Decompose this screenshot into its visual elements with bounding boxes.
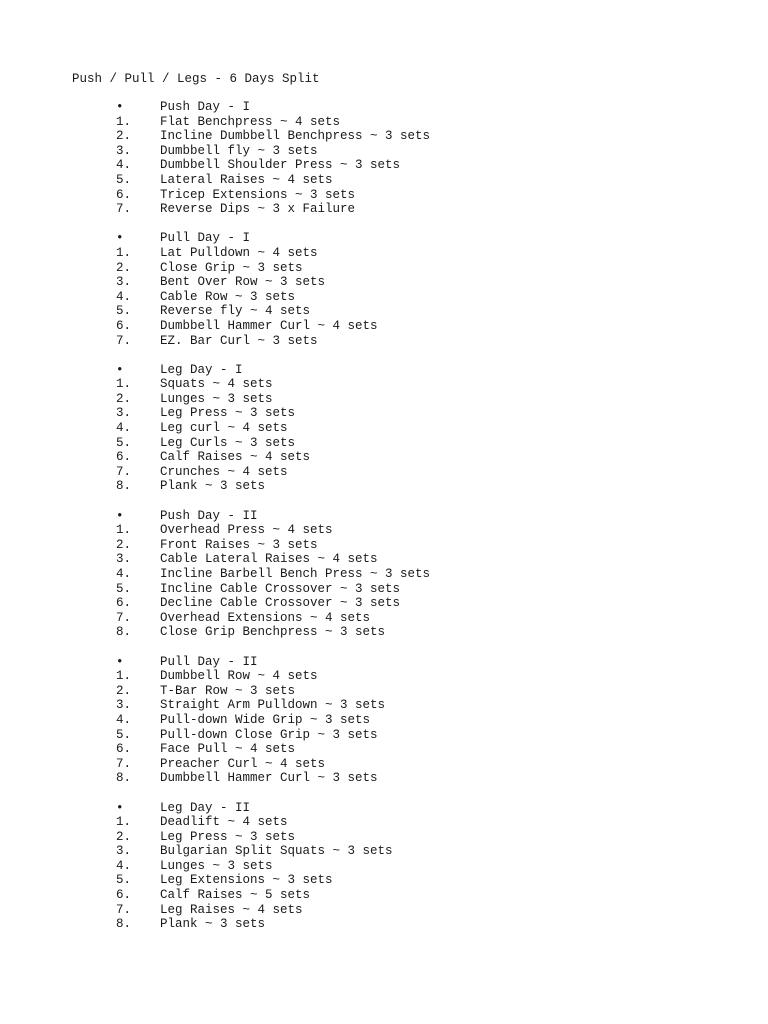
item-number: 5.	[116, 435, 132, 450]
item-number: 1.	[116, 523, 132, 538]
item-number: 6.	[116, 318, 132, 333]
section-heading: Pull Day - I	[160, 231, 251, 246]
exercise-item	[0, 436, 768, 451]
exercise-item	[0, 538, 768, 553]
exercise-item	[0, 684, 768, 699]
exercise-item	[0, 275, 768, 290]
workout-section	[0, 231, 768, 348]
item-number: 4.	[116, 421, 132, 436]
exercise-text: Overhead Press ~ 4 sets	[160, 523, 333, 538]
exercise-text: Leg Raises ~ 4 sets	[160, 902, 303, 917]
exercise-item	[0, 698, 768, 713]
section-heading: Push Day - I	[160, 100, 251, 114]
item-number: 3.	[116, 143, 132, 158]
exercise-text: Overhead Extensions ~ 4 sets	[160, 610, 371, 625]
exercise-text: Preacher Curl ~ 4 sets	[160, 756, 326, 771]
item-number: 1.	[116, 815, 132, 830]
exercise-text: Crunches ~ 4 sets	[160, 464, 288, 479]
exercise-item	[0, 479, 768, 494]
item-number: 3.	[116, 844, 132, 859]
section-heading-line	[0, 509, 768, 524]
item-number: 3.	[116, 552, 132, 567]
item-number: 2.	[116, 537, 132, 552]
exercise-text: Leg Press ~ 3 sets	[160, 406, 296, 421]
exercise-item	[0, 144, 768, 159]
exercise-item	[0, 450, 768, 465]
bullet-marker: •	[116, 231, 124, 246]
exercise-item	[0, 188, 768, 203]
item-number: 1.	[116, 245, 132, 260]
exercise-item	[0, 873, 768, 888]
exercise-item	[0, 888, 768, 903]
exercise-text: Leg Extensions ~ 3 sets	[160, 873, 333, 888]
item-number: 4.	[116, 289, 132, 304]
exercise-text: Face Pull ~ 4 sets	[160, 742, 296, 757]
exercise-item	[0, 202, 768, 217]
exercise-text: Calf Raises ~ 5 sets	[160, 888, 311, 903]
exercise-text: T-Bar Row ~ 3 sets	[160, 683, 296, 698]
exercise-item	[0, 815, 768, 830]
exercise-text: Bulgarian Split Squats ~ 3 sets	[160, 844, 393, 859]
item-number: 2.	[116, 829, 132, 844]
exercise-item	[0, 669, 768, 684]
exercise-item	[0, 246, 768, 261]
section-heading-line	[0, 100, 768, 115]
exercise-item	[0, 158, 768, 173]
item-number: 6.	[116, 450, 132, 465]
item-number: 8.	[116, 625, 132, 640]
item-number: 8.	[116, 479, 132, 494]
exercise-item	[0, 596, 768, 611]
exercise-item	[0, 334, 768, 349]
bullet-marker: •	[116, 362, 124, 377]
item-number: 2.	[116, 683, 132, 698]
bullet-marker: •	[116, 508, 124, 523]
exercise-item	[0, 523, 768, 538]
exercise-item	[0, 377, 768, 392]
exercise-item	[0, 173, 768, 188]
item-number: 6.	[116, 187, 132, 202]
section-heading-line	[0, 231, 768, 246]
item-number: 6.	[116, 596, 132, 611]
workout-sections	[0, 100, 768, 946]
item-number: 5.	[116, 581, 132, 596]
bullet-marker: •	[116, 654, 124, 669]
item-number: 4.	[116, 158, 132, 173]
item-number: 2.	[116, 129, 132, 144]
exercise-text: Leg Press ~ 3 sets	[160, 829, 296, 844]
item-number: 5.	[116, 727, 132, 742]
section-heading-line	[0, 655, 768, 670]
workout-section	[0, 509, 768, 640]
item-number: 5.	[116, 304, 132, 319]
exercise-text: Cable Lateral Raises ~ 4 sets	[160, 552, 378, 567]
item-number: 3.	[116, 275, 132, 290]
exercise-text: Calf Raises ~ 4 sets	[160, 450, 311, 465]
workout-section	[0, 801, 768, 932]
exercise-item	[0, 582, 768, 597]
section-heading-line	[0, 801, 768, 816]
exercise-text: Leg curl ~ 4 sets	[160, 421, 288, 436]
item-number: 4.	[116, 567, 132, 581]
exercise-text: Incline Cable Crossover ~ 3 sets	[160, 581, 401, 596]
section-heading: Leg Day - I	[160, 362, 243, 377]
exercise-item	[0, 261, 768, 276]
exercise-text: Dumbbell Hammer Curl ~ 3 sets	[160, 771, 378, 786]
exercise-item	[0, 392, 768, 407]
exercise-item	[0, 406, 768, 421]
exercise-item	[0, 859, 768, 874]
exercise-item	[0, 844, 768, 859]
exercise-text: Incline Barbell Bench Press ~ 3 sets	[160, 567, 431, 581]
exercise-text: Lunges ~ 3 sets	[160, 391, 273, 406]
item-number: 1.	[116, 377, 132, 392]
exercise-item	[0, 567, 768, 582]
workout-section	[0, 363, 768, 494]
exercise-text: Front Raises ~ 3 sets	[160, 537, 318, 552]
exercise-text: Pull-down Wide Grip ~ 3 sets	[160, 712, 371, 727]
section-heading: Pull Day - II	[160, 654, 258, 669]
item-number: 8.	[116, 771, 132, 786]
exercise-text: Pull-down Close Grip ~ 3 sets	[160, 727, 378, 742]
exercise-item	[0, 830, 768, 845]
exercise-text: Lateral Raises ~ 4 sets	[160, 172, 333, 187]
section-heading: Leg Day - II	[160, 800, 251, 815]
item-number: 7.	[116, 610, 132, 625]
exercise-text: Incline Dumbbell Benchpress ~ 3 sets	[160, 129, 431, 144]
item-number: 7.	[116, 333, 132, 348]
exercise-text: Straight Arm Pulldown ~ 3 sets	[160, 698, 386, 713]
workout-section	[0, 100, 768, 217]
exercise-text: Squats ~ 4 sets	[160, 377, 273, 392]
bullet-marker: •	[116, 100, 124, 114]
exercise-text: Dumbbell Hammer Curl ~ 4 sets	[160, 318, 378, 333]
item-number: 7.	[116, 464, 132, 479]
workout-section	[0, 655, 768, 786]
item-number: 3.	[116, 406, 132, 421]
item-number: 5.	[116, 873, 132, 888]
exercise-item	[0, 115, 768, 130]
exercise-item	[0, 757, 768, 772]
exercise-text: Close Grip ~ 3 sets	[160, 260, 303, 275]
exercise-item	[0, 611, 768, 626]
exercise-text: Cable Row ~ 3 sets	[160, 289, 296, 304]
exercise-text: Flat Benchpress ~ 4 sets	[160, 114, 341, 129]
item-number: 3.	[116, 698, 132, 713]
item-number: 4.	[116, 858, 132, 873]
exercise-item	[0, 728, 768, 743]
exercise-text: Decline Cable Crossover ~ 3 sets	[160, 596, 401, 611]
exercise-text: Dumbbell Shoulder Press ~ 3 sets	[160, 158, 401, 173]
item-number: 6.	[116, 742, 132, 757]
exercise-item	[0, 625, 768, 640]
exercise-text: Deadlift ~ 4 sets	[160, 815, 288, 830]
exercise-text: Dumbbell Row ~ 4 sets	[160, 669, 318, 684]
exercise-text: Bent Over Row ~ 3 sets	[160, 275, 326, 290]
exercise-text: Close Grip Benchpress ~ 3 sets	[160, 625, 386, 640]
exercise-item	[0, 917, 768, 932]
exercise-item	[0, 421, 768, 436]
item-number: 1.	[116, 669, 132, 684]
item-number: 4.	[116, 712, 132, 727]
exercise-item	[0, 319, 768, 334]
item-number: 8.	[116, 917, 132, 932]
item-number: 7.	[116, 202, 132, 217]
item-number: 1.	[116, 114, 132, 129]
document-title: Push / Pull / Legs - 6 Days Split	[72, 72, 320, 86]
exercise-item	[0, 771, 768, 786]
exercise-item	[0, 713, 768, 728]
section-heading: Push Day - II	[160, 508, 258, 523]
exercise-item	[0, 290, 768, 305]
exercise-item	[0, 304, 768, 319]
bullet-marker: •	[116, 800, 124, 815]
exercise-text: Plank ~ 3 sets	[160, 479, 266, 494]
exercise-text: Reverse fly ~ 4 sets	[160, 304, 311, 319]
exercise-text: Leg Curls ~ 3 sets	[160, 435, 296, 450]
exercise-item	[0, 129, 768, 144]
exercise-text: Tricep Extensions ~ 3 sets	[160, 187, 356, 202]
exercise-text: Dumbbell fly ~ 3 sets	[160, 143, 318, 158]
exercise-text: Lat Pulldown ~ 4 sets	[160, 245, 318, 260]
item-number: 2.	[116, 391, 132, 406]
item-number: 7.	[116, 756, 132, 771]
exercise-item	[0, 552, 768, 567]
exercise-text: Reverse Dips ~ 3 x Failure	[160, 202, 356, 217]
section-heading-line	[0, 363, 768, 378]
exercise-text: EZ. Bar Curl ~ 3 sets	[160, 333, 318, 348]
item-number: 5.	[116, 172, 132, 187]
item-number: 6.	[116, 888, 132, 903]
exercise-text: Plank ~ 3 sets	[160, 917, 266, 932]
exercise-item	[0, 465, 768, 480]
exercise-item	[0, 742, 768, 757]
exercise-text: Lunges ~ 3 sets	[160, 858, 273, 873]
exercise-item	[0, 903, 768, 918]
item-number: 7.	[116, 902, 132, 917]
item-number: 2.	[116, 260, 132, 275]
